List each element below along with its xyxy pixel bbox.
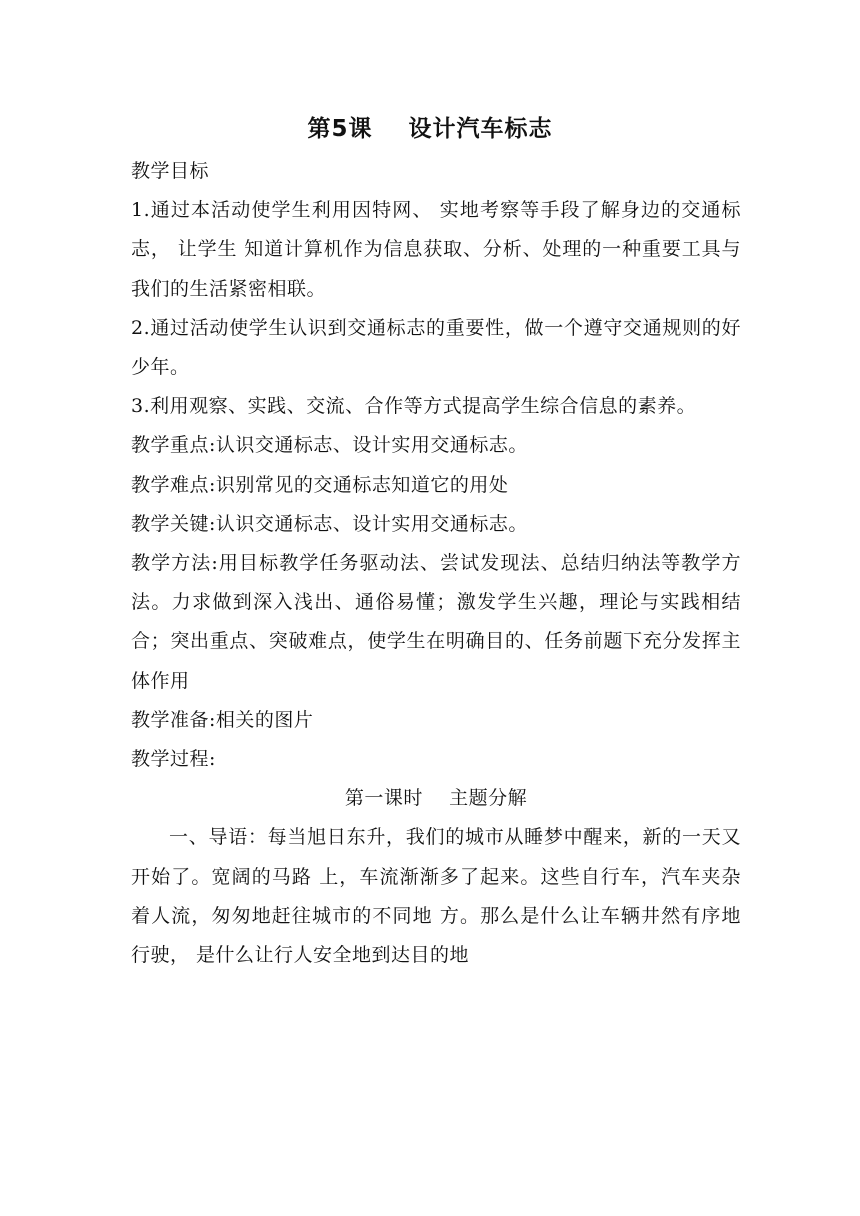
lesson-title: 第5课 设计汽车标志 bbox=[307, 116, 553, 142]
objective-2: 2.通过活动使学生认识到交通标志的重要性，做一个遵守交通规则的好少年。 bbox=[131, 316, 741, 379]
teaching-method: 教学方法:用目标教学任务驱动法、尝试发现法、总结归纳法等教学方法。力求做到深入浅出、通俗易懂；激发学生兴趣，理论与实践相结 合；突出重点、突破难点，使学生在明确目的、任务前题下充分发挥主 体作用 bbox=[131, 552, 741, 692]
teaching-difficulty: 教学难点:识别常见的交通标志知道它的用处 bbox=[131, 473, 509, 496]
objective-3: 3.利用观察、实践、交流、合作等方式提高学生综合信息的素养。 bbox=[131, 395, 697, 418]
introduction-paragraph: 一、导语：每当旭日东升，我们的城市从睡梦中醒来，新的一天又开始了。宽阔的马路 上，车流渐渐多了起来。这些自行车，汽车夹杂着人流，匆匆地赶往城市的不同地 方。那么是什么让车辆井然有序地行驶， 是什么让行人安全地到达目的地 bbox=[131, 826, 741, 967]
teaching-preparation: 教学准备:相关的图片 bbox=[131, 708, 314, 731]
objective-1: 1.通过本活动使学生利用因特网、 实地考察等手段了解身边的交通标志， 让学生 知道计算机作为信息获取、分析、处理的一种重要工具与我们的生活紧密相联。 bbox=[131, 199, 741, 300]
teaching-process: 教学过程: bbox=[131, 748, 216, 771]
teaching-key: 教学关键:认识交通标志、设计实用交通标志。 bbox=[131, 512, 528, 535]
section-heading: 第一课时 主题分解 bbox=[344, 787, 528, 810]
document-body bbox=[131, 152, 741, 975]
objectives-heading: 教学目标 bbox=[131, 160, 210, 182]
teaching-focus: 教学重点:认识交通标志、设计实用交通标志。 bbox=[131, 434, 528, 457]
